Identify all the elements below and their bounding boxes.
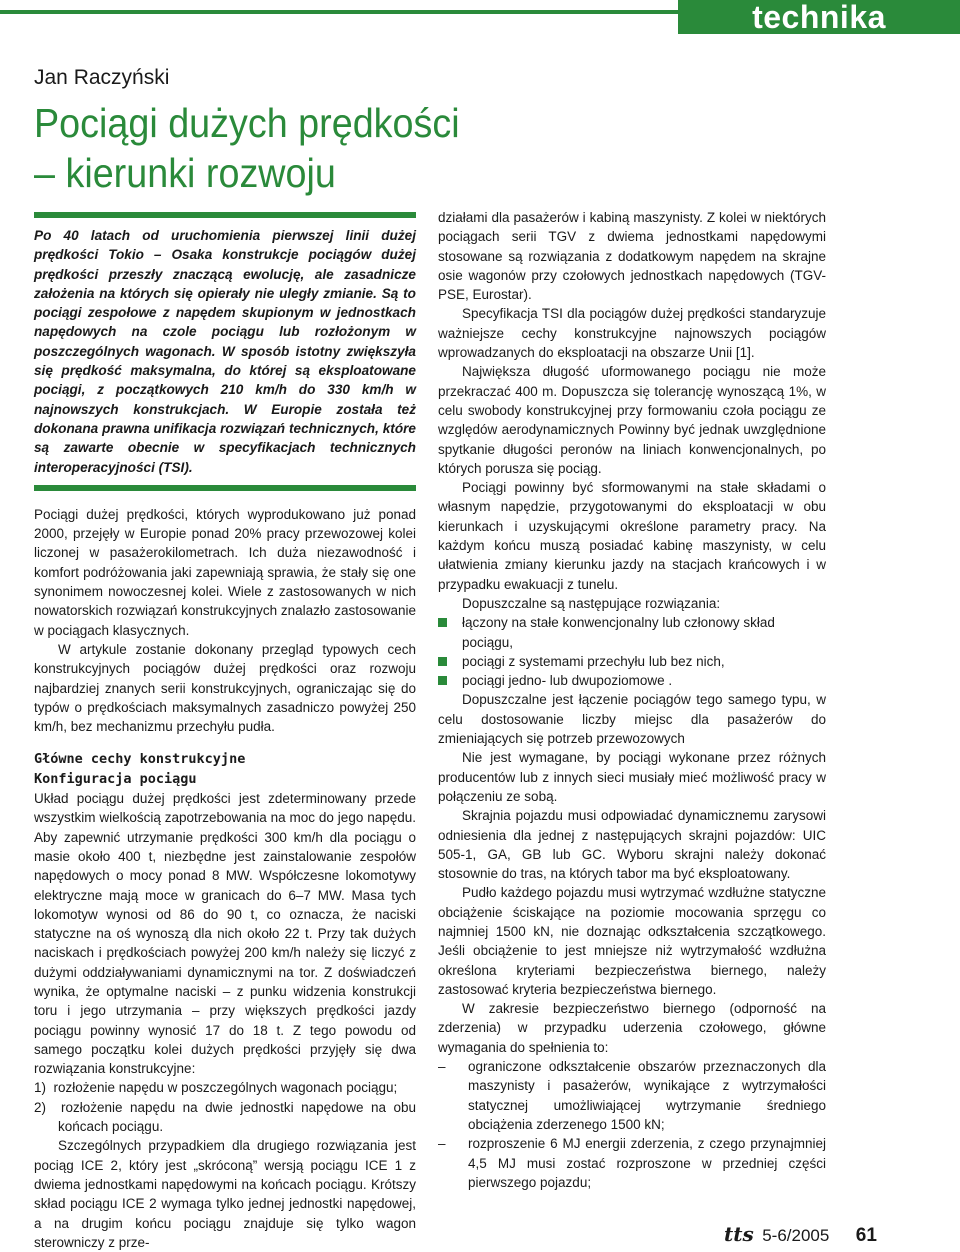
dash-bullet-icon: – [438,1059,446,1075]
numbered-list [34,1078,416,1136]
title-line-1: Pociągi dużych prędkości [34,100,460,146]
list-item [438,613,826,652]
square-bullet-icon [438,657,447,666]
square-bullet-icon [438,618,447,627]
list-item-text: pociągi jedno- lub dwupoziomowe . [462,673,673,689]
paragraph: działami dla pasażerów i kabiną maszynisty. Z kolei w niektórych pociągach serii TGV z dwiema jednostkami napędowymi stosowane są rozwiązania z dodatkowym napędem na skrajne osie wagonów przy czołowych jednostkach napędowych (TGV-PSE, Eurostar). [438,210,826,303]
bullet-list [438,613,826,690]
right-column [438,208,826,1192]
paragraph: Układ pociągu dużej prędkości jest zdeterminowany przede wszystkim wielkością zapotrzebowania na moc do jego napędu. Aby zapewnić utrzymanie prędkości 300 km/h dla pociągu o masie około 400 t, niezbędne jest zainstalowanie zespołów napędowych o mocy ponad 8 MW. Współczesne lokomotywy elektryczne mają moce w granicach do 6–7 MW. Masa tych lokomotyw wynosi od 86 do 90 t, co oznacza, że naciski statyczne na oś wynoszą dla nich około 22 t. Przy tak dużych naciskach i prędkościach powyżej 200 km/h należy się liczyć z dużymi oddziaływaniami dynamicznymi na tor. Z doświadczeń wynika, że optymalne naciski – z punku widzenia konstrukcji toru i jego utrzymania – przy większych prędkości jazdy pociągu powinny wynosić 17 do 18 t. Z tego powodu od samego początku kolei dużych prędkości przyjęły się dwa rozwiązania konstrukcyjne: [34,791,416,1077]
spacer [34,736,416,750]
list-item: 1) rozłożenie napędu w poszczególnych wagonach pociągu; [34,1080,398,1096]
list-item [438,652,826,671]
paragraph: Dopuszczalne jest łączenie pociągów tego samego typu, w celu dostosowanie liczby miejsc dla pasażerów do zmieniających się potrzeb przewozowych [438,692,826,747]
list-item-text: łączony na stałe konwencjonalny lub członowy skład pociągu, [462,615,775,650]
paragraph: Szczególnych przypadkiem dla drugiego rozwiązania jest pociąg ICE 2, który jest „skróconą” wersją pociągu ICE 1 z dwiema jednostkami napędowymi na końcach pociągu. Krótszy skład pociągu ICE 2 wymaga tylko jednej jednostki napędowej, a na drugim końcu pociągu znajduje się tylko wagon sterowniczy z prze- [34,1138,416,1250]
lead-paragraph: Po 40 latach od uruchomienia pierwszej linii dużej prędkości Tokio – Osaka konstrukcje pociągów dużej prędkości przeszły znaczącą ewolucję, ale zasadnicze założenia na których się opierały nie uległy zmianie. Są to pociągi zespołowe z napędem skupionym w jednostkach napędowych na czole pociągu lub rozłożonym w poszczególnych wagonach. W sposób istotny zwiększyła się prędkość maksymalna, do której są eksploatowane pociągi, z początkowych 210 km/h do 330 km/h w najnowszych konstrukcjach. W Europie została też dokonana prawna unifikacja rozwiązań technicznych, które są zawarte obecnie w specyfikacjach technicznych interoperacyjności (TSI). [34,228,416,475]
paragraph: Pociągi dużej prędkości, których wyprodukowano już ponad 2000, przejęły w Europie ponad 20% pracy przewozowej kolei liczonej w pasażerokilometrach. Ich duża niezawodność i komfort podróżowania jaki zapewniają sprawia, że stały się one synonimem nowoczesnej kolei. Wiele z zastosowanych w nich nowatorskich rozwiązań konstrukcyjnych znalazło zastosowanie w pociągach klasycznych. [34,506,416,638]
section-tag: technika [678,0,960,34]
author: Jan Raczyński [34,66,170,89]
paragraph: W artykule zostanie dokonany przegląd typowych cech konstrukcyjnych pociągów dużej prędkości oraz rozwoju najbardziej znanych serii konstrukcyjnych, ograniczając się do typów o prędkościach maksymalnych zasadniczo powyżej 250 km/h, bez mechanizmu przechyłu pudła. [34,641,416,735]
lead-bottom-rule [34,485,416,491]
paragraph: Nie jest wymagane, by pociągi wykonane przez różnych producentów lub z innych sieci musiały mieć możliwość pracy w połączeniu ze sobą. [438,750,826,804]
paragraph: Dopuszczalne są następujące rozwiązania: [462,595,721,611]
dash-list [438,1057,826,1192]
list-item-text: ograniczone odkształcenie obszarów przeznaczonych dla maszynisty i pasażerów, wynikające z wytrzymałości statycznej umożliwiającej wytrzymanie średniego obciążenia zderzenego 1500 kN; [468,1059,826,1132]
subsection-heading: Konfiguracja pociągu [34,770,197,787]
square-bullet-icon [438,676,447,685]
article-title [34,98,549,198]
paragraph: Pociągi powinny być sformowanymi na stałe składami o własnym napędzie, przygotowanymi do eksploatacji w obu kierunkach i uzyskującymi określone parametry pracy. Na każdym końcu muszą posiadać kabinę maszynisty, w celu ułatwienia zmiany kierunku jazdy na stacjach krańcowych i w przypadku ewakuacji z tunelu. [438,480,826,592]
left-body [34,505,416,1252]
list-item [438,1057,826,1134]
title-line-2: – kierunki rozwoju [34,150,336,196]
paragraph: Pudło każdego pojazdu musi wytrzymać wzdłużne statyczne obciążenie ściskające na poziomie mocowania sprzęgu co najmniej 1500 kN, nie doznając odkształcenia szczątkowego. Jeśli obciążenie to jest mniejsze niż wytrzymałość wzdłużna określona kryteriami bezpieczeństwa biernego, należy zastosować kryteria bezpieczeństwa biernego. [438,885,826,997]
dash-bullet-icon: – [438,1136,446,1152]
issue-number: 5-6/2005 [762,1226,830,1245]
lead-top-rule [34,212,416,218]
left-column [34,212,416,1252]
list-item: 2) rozłożenie napędu na dwie jednostki napędowe na obu końcach pociągu. [34,1099,416,1135]
paragraph: Największa długość uformowanego pociągu nie może przekraczać 400 m. Dopuszcza się tolerancję wynoszącą 1%, w celu swobody konstrukcyjnej przy formowaniu czoła pociągu ze względów aerodynamicznych Powinny być jednak uwzględnione spytkanie długości peronów na liniach konwencjonalnych, po których porusza się pociąg. [438,364,826,476]
section-heading: Główne cechy konstrukcyjne [34,751,246,768]
list-item [438,1134,826,1192]
section-header-bar [0,0,960,34]
magazine-logo: tts [724,1222,754,1246]
list-item-text: rozproszenie 6 MJ energii zderzenia, z czego przynajmniej 4,5 MJ musi zostać rozproszone w przedniej części pierwszego pojazdu; [468,1136,826,1190]
paragraph: W zakresie bezpieczeństwo biernego (odporność na zderzenia) w przypadku uderzenia czołowego, główne wymagania do spełnienia to: [438,1001,826,1055]
paragraph: Specyfikacja TSI dla pociągów dużej prędkości standaryzuje ważniejsze cechy konstrukcyjne najnowszych pociągów wprowadzanych do eksploatacji na obszarze Unii [1]. [438,306,826,361]
paragraph: Skrajnia pojazdu musi odpowiadać dynamicznemu zarysowi odniesienia dla jednej z następujących skrajni pojazdów: UIC 505-1, GA, GB lub GC. Wyboru skrajni należy dokonać stosownie do tras, na których tabor ma być eksploatowany. [438,808,826,882]
page-number: 61 [855,1225,877,1246]
list-item-text: pociągi z systemami przechyłu lub bez nich, [462,653,725,669]
list-item [438,671,826,690]
